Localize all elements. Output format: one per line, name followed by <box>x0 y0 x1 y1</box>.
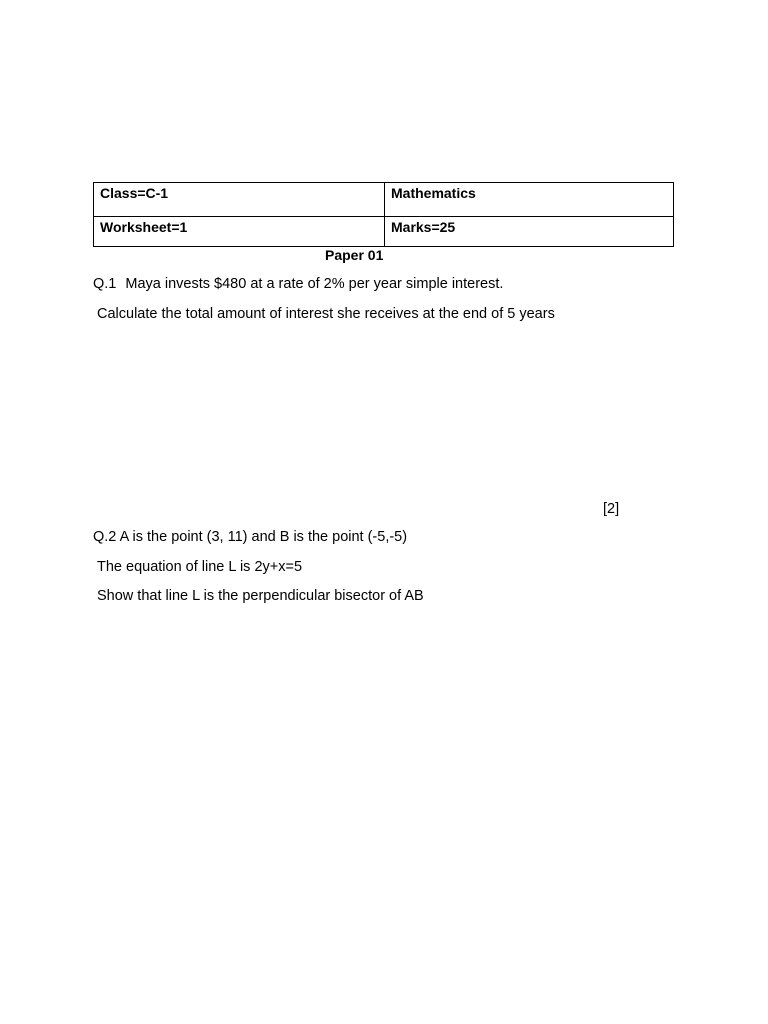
question-2-equation: The equation of line L is 2y+x=5 <box>97 559 303 575</box>
question-1-stem <box>93 276 503 293</box>
question-2-number: Q.2 <box>93 529 117 545</box>
question-1-marks: [2] <box>603 501 620 517</box>
question-2-text: A is the point (3, 11) and B is the point (-5,-5) <box>119 529 408 545</box>
question-1-instruction: Calculate the total amount of interest she receives at the end of 5 years <box>97 306 555 322</box>
question-1-number: Q.1 <box>93 276 117 292</box>
class-cell: Class=C-1 <box>94 183 385 217</box>
question-1-text: Maya invests $480 at a rate of 2% per year simple interest. <box>125 276 504 292</box>
question-2-stem <box>93 529 407 546</box>
header-table <box>93 182 674 247</box>
question-2-instruction: Show that line L is the perpendicular bisector of AB <box>97 588 424 604</box>
subject-cell: Mathematics <box>385 183 674 217</box>
header-row <box>94 217 674 247</box>
worksheet-cell: Worksheet=1 <box>94 217 385 247</box>
paper-title: Paper 01 <box>325 247 384 263</box>
header-row <box>94 183 674 217</box>
marks-cell: Marks=25 <box>385 217 674 247</box>
